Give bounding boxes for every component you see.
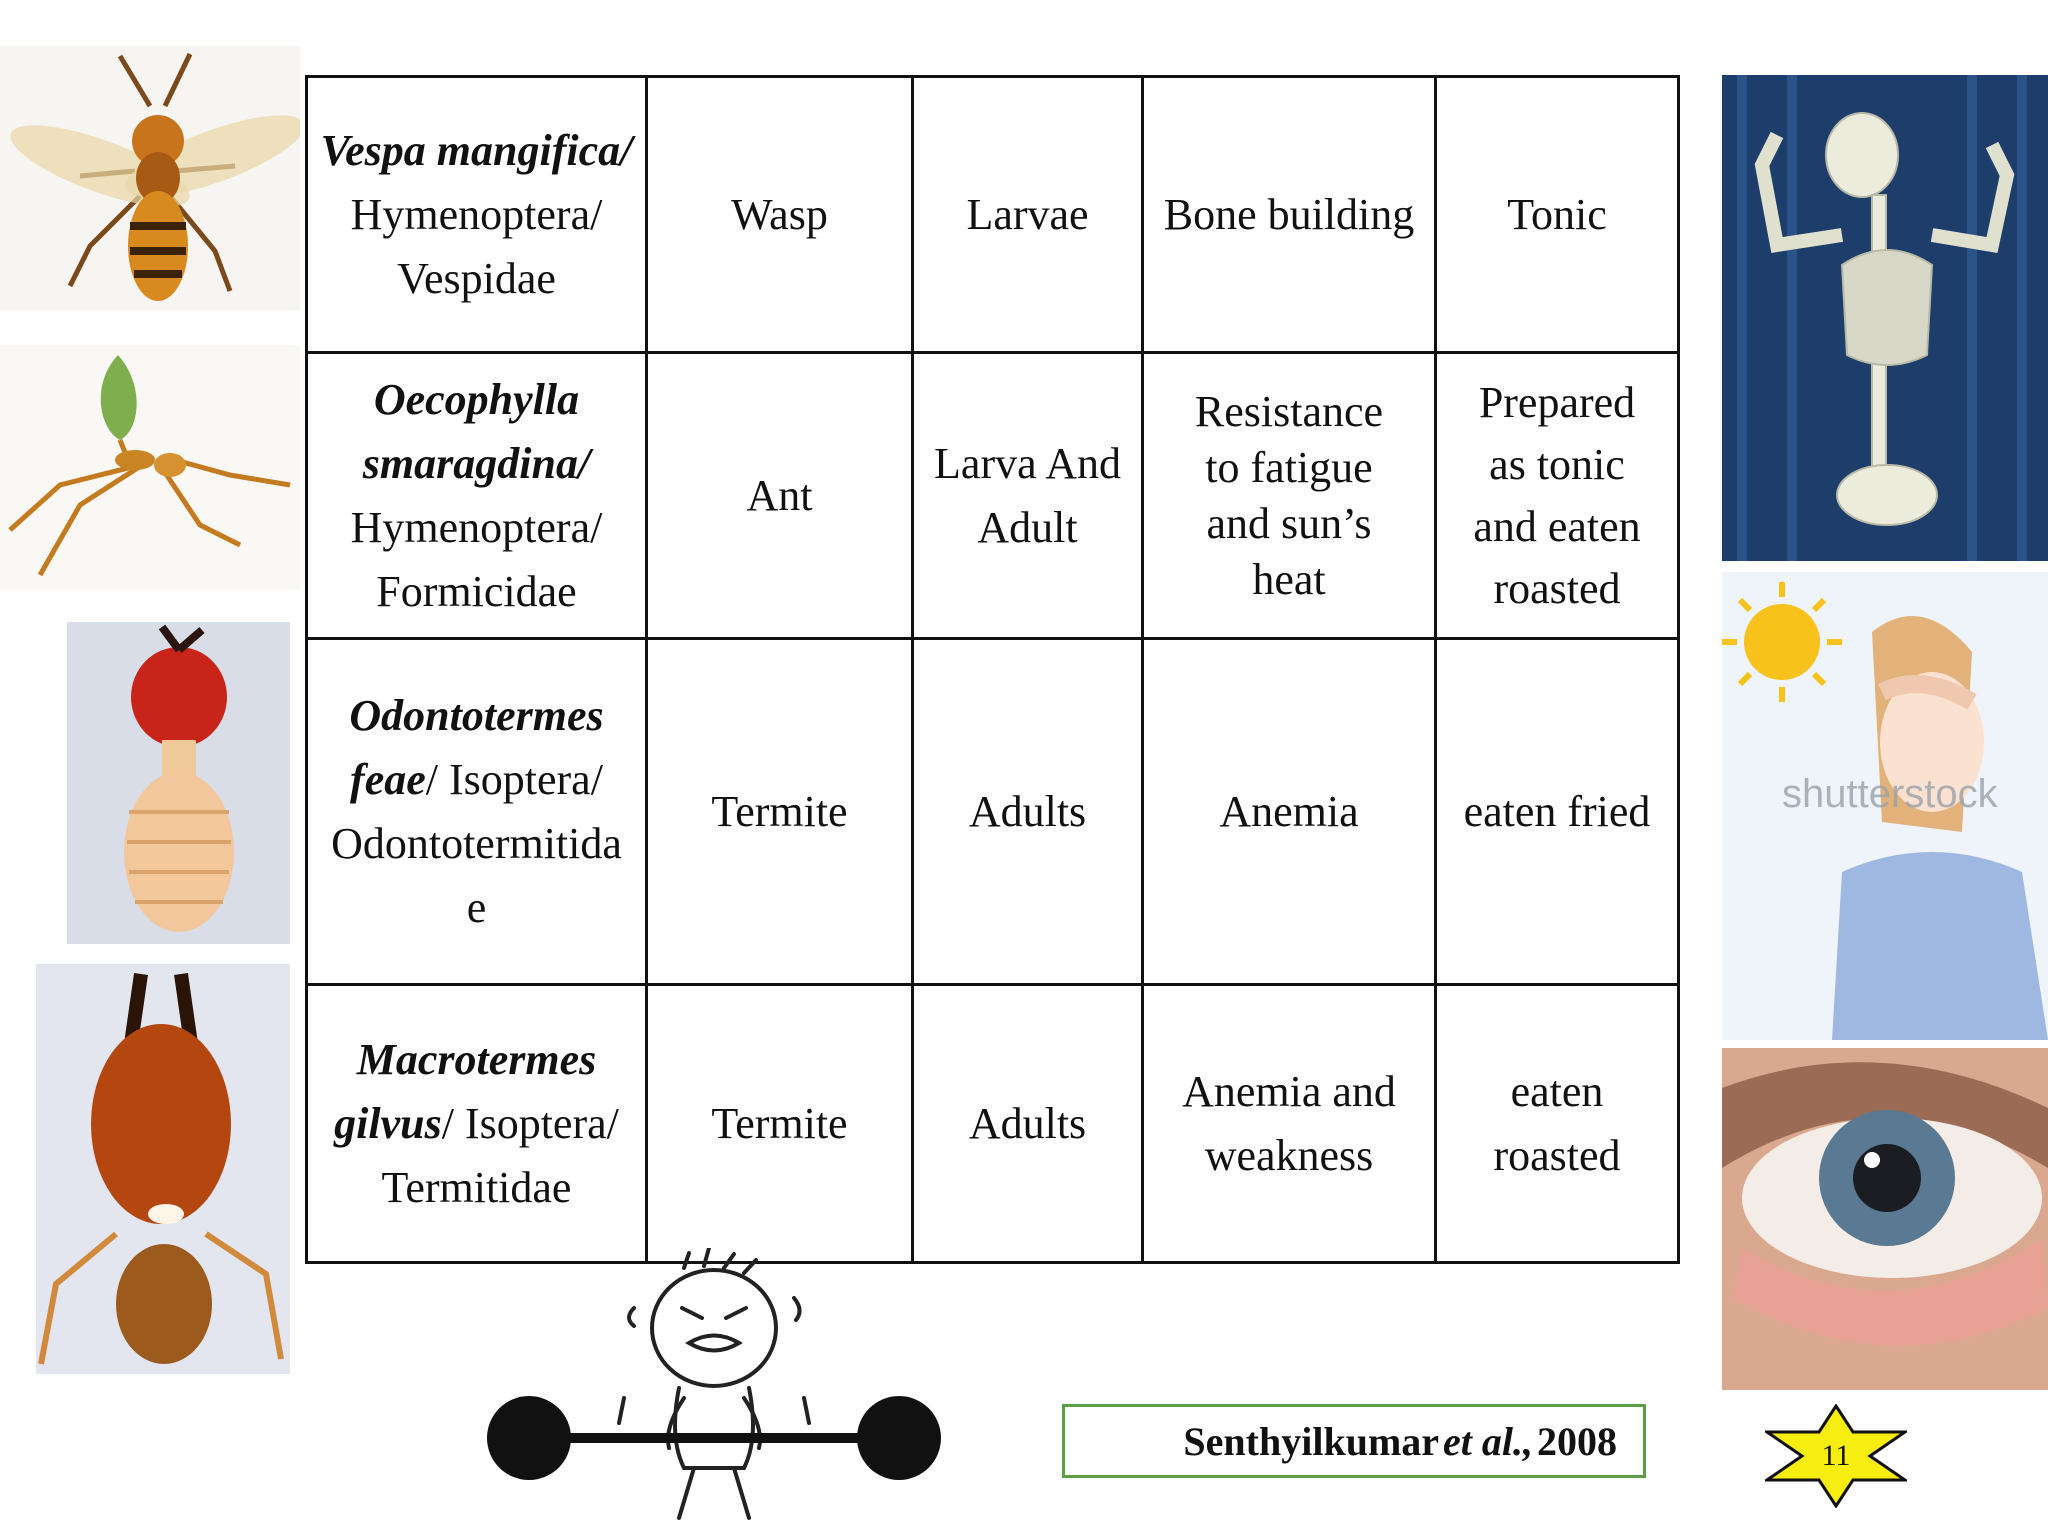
species-cell: Vespa mangifica/ Hymenoptera/ Vespidae [307, 77, 647, 353]
preparation-cell: Prepared as tonic and eaten roasted [1436, 353, 1679, 639]
preparation-cell: eaten roasted [1436, 985, 1679, 1263]
stage-cell: Larva And Adult [913, 353, 1143, 639]
species-cell: Macrotermes gilvus/ Isoptera/ Termitidae [307, 985, 647, 1263]
page-number-badge [1765, 1404, 1907, 1508]
common-name-cell: Ant [647, 353, 913, 639]
use-cell: Anemia and weakness [1143, 985, 1436, 1263]
preparation-cell: eaten fried [1436, 639, 1679, 985]
citation-etal: et al., [1443, 1418, 1533, 1464]
flexing-skeleton-icon [1722, 75, 2048, 561]
common-name-cell: Termite [647, 985, 913, 1263]
termite-worker-icon [67, 622, 290, 944]
table-row [307, 77, 1679, 353]
wasp-icon [0, 46, 300, 310]
preparation-cell: Tonic [1436, 77, 1679, 353]
weaver-ant-icon [0, 345, 300, 590]
stage-cell: Larvae [913, 77, 1143, 353]
use-cell: Bone building [1143, 77, 1436, 353]
use-cell: Resistance to fatigue and sun’s heat [1143, 353, 1436, 639]
insect-table [305, 75, 1680, 1264]
citation-author: Senthyilkumar [1183, 1418, 1440, 1464]
stage-cell: Adults [913, 985, 1143, 1263]
common-name-cell: Wasp [647, 77, 913, 353]
sun-fatigue-woman-icon [1722, 572, 2048, 1040]
table-row [307, 353, 1679, 639]
stage-cell: Adults [913, 639, 1143, 985]
page-number: 11 [1821, 1439, 1851, 1472]
use-cell: Anemia [1143, 639, 1436, 985]
table-row [307, 639, 1679, 985]
weightlifter-cartoon-icon [484, 1248, 944, 1534]
anemic-eye-icon [1722, 1048, 2048, 1390]
citation-box [1062, 1404, 1646, 1478]
common-name-cell: Termite [647, 639, 913, 985]
species-cell: Odontotermes feae/ Isoptera/ Odontotermitida e [307, 639, 647, 985]
species-cell: Oecophylla smaragdina/ Hymenoptera/ Formicidae [307, 353, 647, 639]
termite-soldier-icon [36, 964, 290, 1374]
citation-year: 2008 [1537, 1418, 1617, 1464]
table-row [307, 985, 1679, 1263]
watermark-text: shutterstock [1782, 772, 1998, 816]
